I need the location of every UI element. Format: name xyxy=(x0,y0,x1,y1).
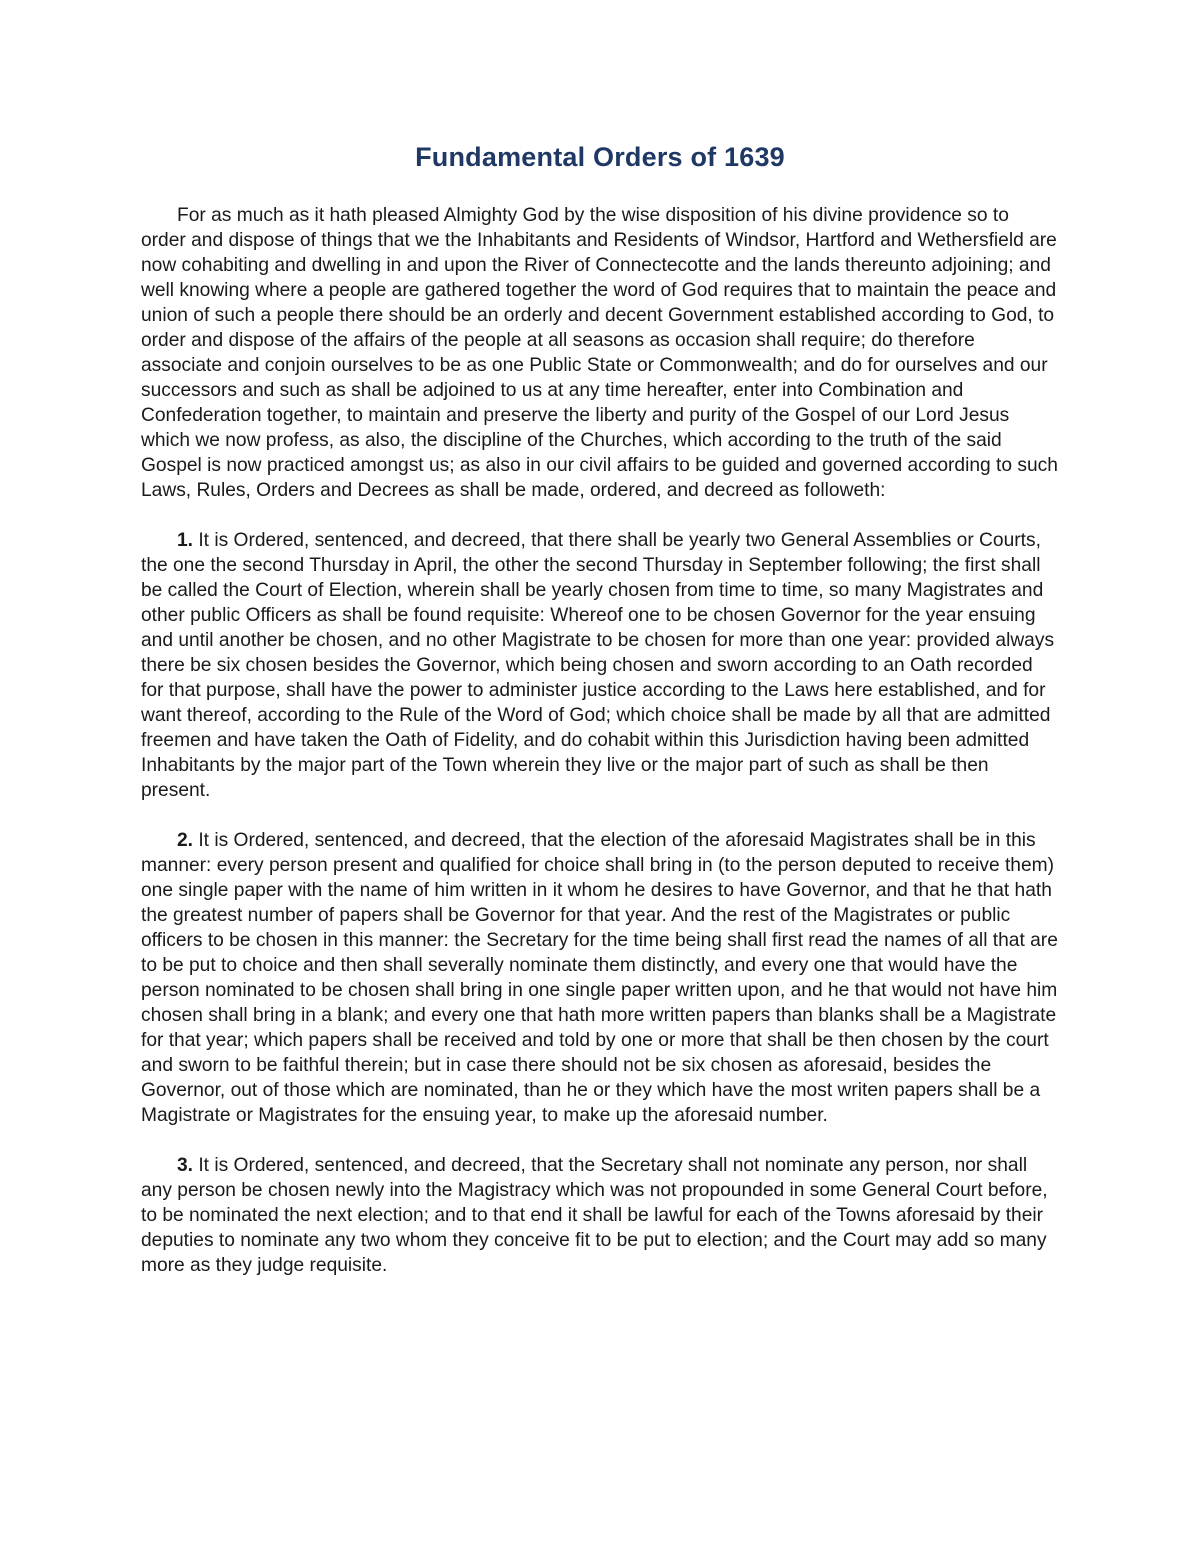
order-number: 2. xyxy=(177,830,194,851)
document-body xyxy=(141,203,1059,1303)
order-text: It is Ordered, sentenced, and decreed, that there shall be yearly two General Assemblies or Courts, the one the second Thursday in April, the other the second Thursday in September following; the first shall be called the Court of Election, wherein shall be yearly chosen from time to time, so many Magistrates and other public Officers as shall be found requisite: Whereof one to be chosen Governor for the year ensuing and until another be chosen, and no other Magistrate to be chosen for more than one year: provided always there be six chosen besides the Governor, which being chosen and sworn according to an Oath recorded for that purpose, shall have the power to administer justice according to the Laws here established, and for want thereof, according to the Rule of the Word of God; which choice shall be made by all that are admitted freemen and have taken the Oath of Fidelity, and do cohabit within this Jurisdiction having been admitted Inhabitants by the major part of the Town wherein they live or the major part of such as shall be then present. xyxy=(141,530,1055,801)
order-number: 1. xyxy=(177,530,194,551)
order-text: It is Ordered, sentenced, and decreed, that the Secretary shall not nominate any person, nor shall any person be chosen newly into the Magistracy which was not propounded in some General Court before, to be nominated the next election; and to that end it shall be lawful for each of the Towns aforesaid by their deputies to nominate any two whom they conceive fit to be put to election; and the Court may add so many more as they judge requisite. xyxy=(141,1155,1048,1276)
order-text: It is Ordered, sentenced, and decreed, that the election of the aforesaid Magistrates shall be in this manner: every person present and qualified for choice shall bring in (to the person deputed to receive them) one single paper with the name of him written in it whom he desires to have Governor, and that he that hath the greatest number of papers shall be Governor for that year. And the rest of the Magistrates or public officers to be chosen in this manner: the Secretary for the time being shall first read the names of all that are to be put to choice and then shall severally nominate them distinctly, and every one that would have the person nominated to be chosen shall bring in one single paper written upon, and he that would not have him chosen shall bring in a blank; and every one that hath more written papers than blanks shall be a Magistrate for that year; which papers shall be received and told by one or more that shall be then chosen by the court and sworn to be faithful therein; but in case there should not be six chosen as aforesaid, besides the Governor, out of those which are nominated, than he or they which have the most writen papers shall be a Magistrate or Magistrates for the ensuing year, to make up the aforesaid number. xyxy=(141,830,1058,1126)
order-paragraph-3 xyxy=(141,1153,1059,1278)
order-paragraph-1 xyxy=(141,528,1059,803)
preamble-paragraph: For as much as it hath pleased Almighty God by the wise disposition of his divine providence so to order and dispose of things that we the Inhabitants and Residents of Windsor, Hartford and Wethersfield are now cohabiting and dwelling in and upon the River of Connectecotte and the lands thereunto adjoining; and well knowing where a people are gathered together the word of God requires that to maintain the peace and union of such a people there should be an orderly and decent Government established according to God, to order and dispose of the affairs of the people at all seasons as occasion shall require; do therefore associate and conjoin ourselves to be as one Public State or Commonwealth; and do for ourselves and our successors and such as shall be adjoined to us at any time hereafter, enter into Combination and Confederation together, to maintain and preserve the liberty and purity of the Gospel of our Lord Jesus which we now profess, as also, the discipline of the Churches, which according to the truth of the said Gospel is now practiced amongst us; as also in our civil affairs to be guided and governed according to such Laws, Rules, Orders and Decrees as shall be made, ordered, and decreed as followeth: xyxy=(141,205,1058,501)
order-paragraph-2 xyxy=(141,828,1059,1128)
order-number: 3. xyxy=(177,1155,194,1176)
document-title: Fundamental Orders of 1639 xyxy=(415,142,785,172)
